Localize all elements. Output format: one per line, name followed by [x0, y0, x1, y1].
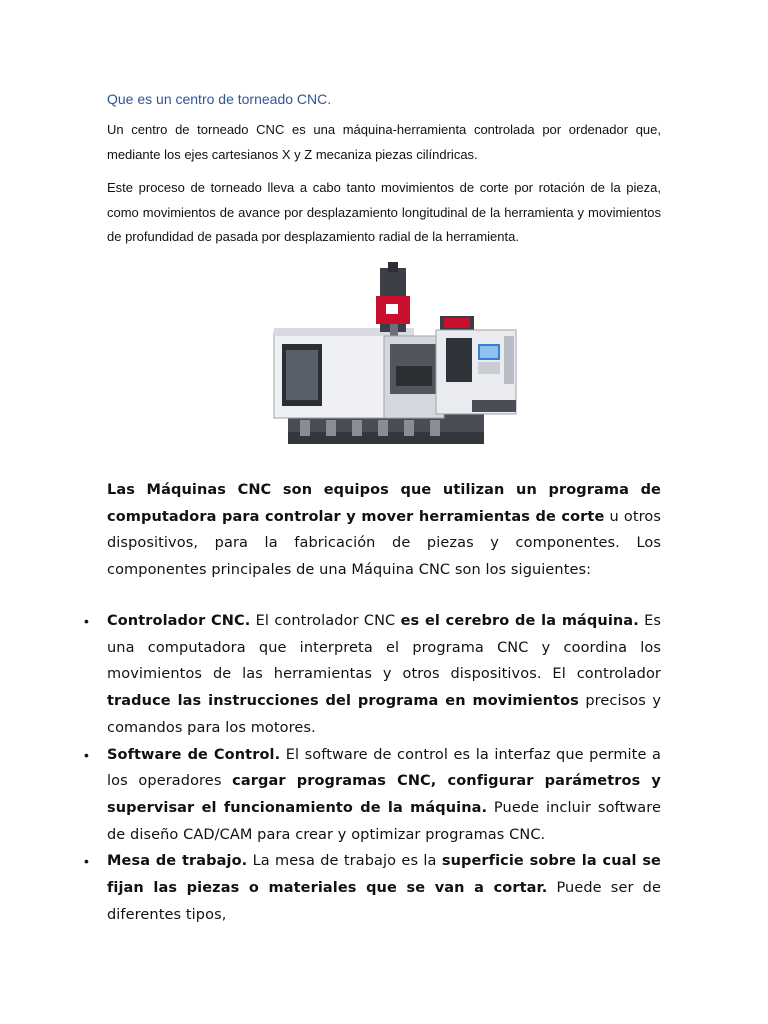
list-item-software — [84, 742, 661, 849]
item-text: La mesa de trabajo es la — [247, 853, 442, 870]
intro-paragraph — [107, 477, 661, 584]
item-bold: traduce las instrucciones del programa en movimientos — [107, 693, 579, 710]
section-heading: Que es un centro de torneado CNC. — [107, 91, 332, 107]
list-item-worktable — [84, 848, 661, 928]
item-title: Software de Control. — [107, 746, 281, 763]
item-text: El controlador CNC — [250, 613, 401, 629]
item-bold: superficie sobre la cual se fijan las piezas o materiales que se van a cortar. — [107, 853, 661, 897]
list-item-text — [107, 608, 661, 742]
item-bold: cargar programas CNC, configurar parámetros y supervisar el funcionamiento de la máquina. — [107, 773, 661, 816]
list-item-text — [107, 742, 661, 849]
item-bold: es el cerebro de la máquina. — [400, 613, 639, 629]
item-text: Puede ser de diferentes tipos, — [107, 880, 661, 923]
item-text: precisos y comandos para los motores. — [107, 693, 661, 736]
item-title: Controlador CNC. — [107, 613, 251, 629]
bullet-dot: • — [84, 853, 89, 870]
process-paragraph: Este proceso de torneado lleva a cabo tanto movimientos de corte por rotación de la pieza, como movimientos de avance por desplazamiento longitudinal de la herramienta y movimientos de profundidad de pasada por desplazamiento radial de la herramienta. — [107, 180, 661, 244]
item-text: El software de control es la interfaz que permite a los operadores — [107, 746, 661, 790]
intro-rest: u otros dispositivos, para la fabricación de piezas y componentes. Los componentes principales de una Máquina CNC son los siguientes: — [107, 508, 661, 579]
item-text: Puede incluir software de diseño CAD/CAM para crear y optimizar programas CNC. — [107, 799, 661, 843]
bullet-dot: • — [84, 613, 89, 629]
intro-bold: Las Máquinas CNC son equipos que utilizan un programa de computadora para controlar y mover herramientas de corte — [107, 482, 661, 525]
item-title: Mesa de trabajo. — [107, 853, 248, 870]
bullet-dot: • — [84, 746, 89, 763]
definition-paragraph: Un centro de torneado CNC es una máquina-herramienta controlada por ordenador que, mediante los ejes cartesianos X y Z mecaniza piezas cilíndricas. — [107, 122, 661, 162]
item-text: Es una computadora que interpreta el programa CNC y coordina los movimientos de las herramientas y otros dispositivos. El controlador — [107, 613, 662, 683]
list-item-text — [107, 848, 661, 928]
list-item-controller — [84, 608, 662, 742]
cnc-machine-image — [240, 262, 528, 448]
components-list — [84, 608, 662, 928]
